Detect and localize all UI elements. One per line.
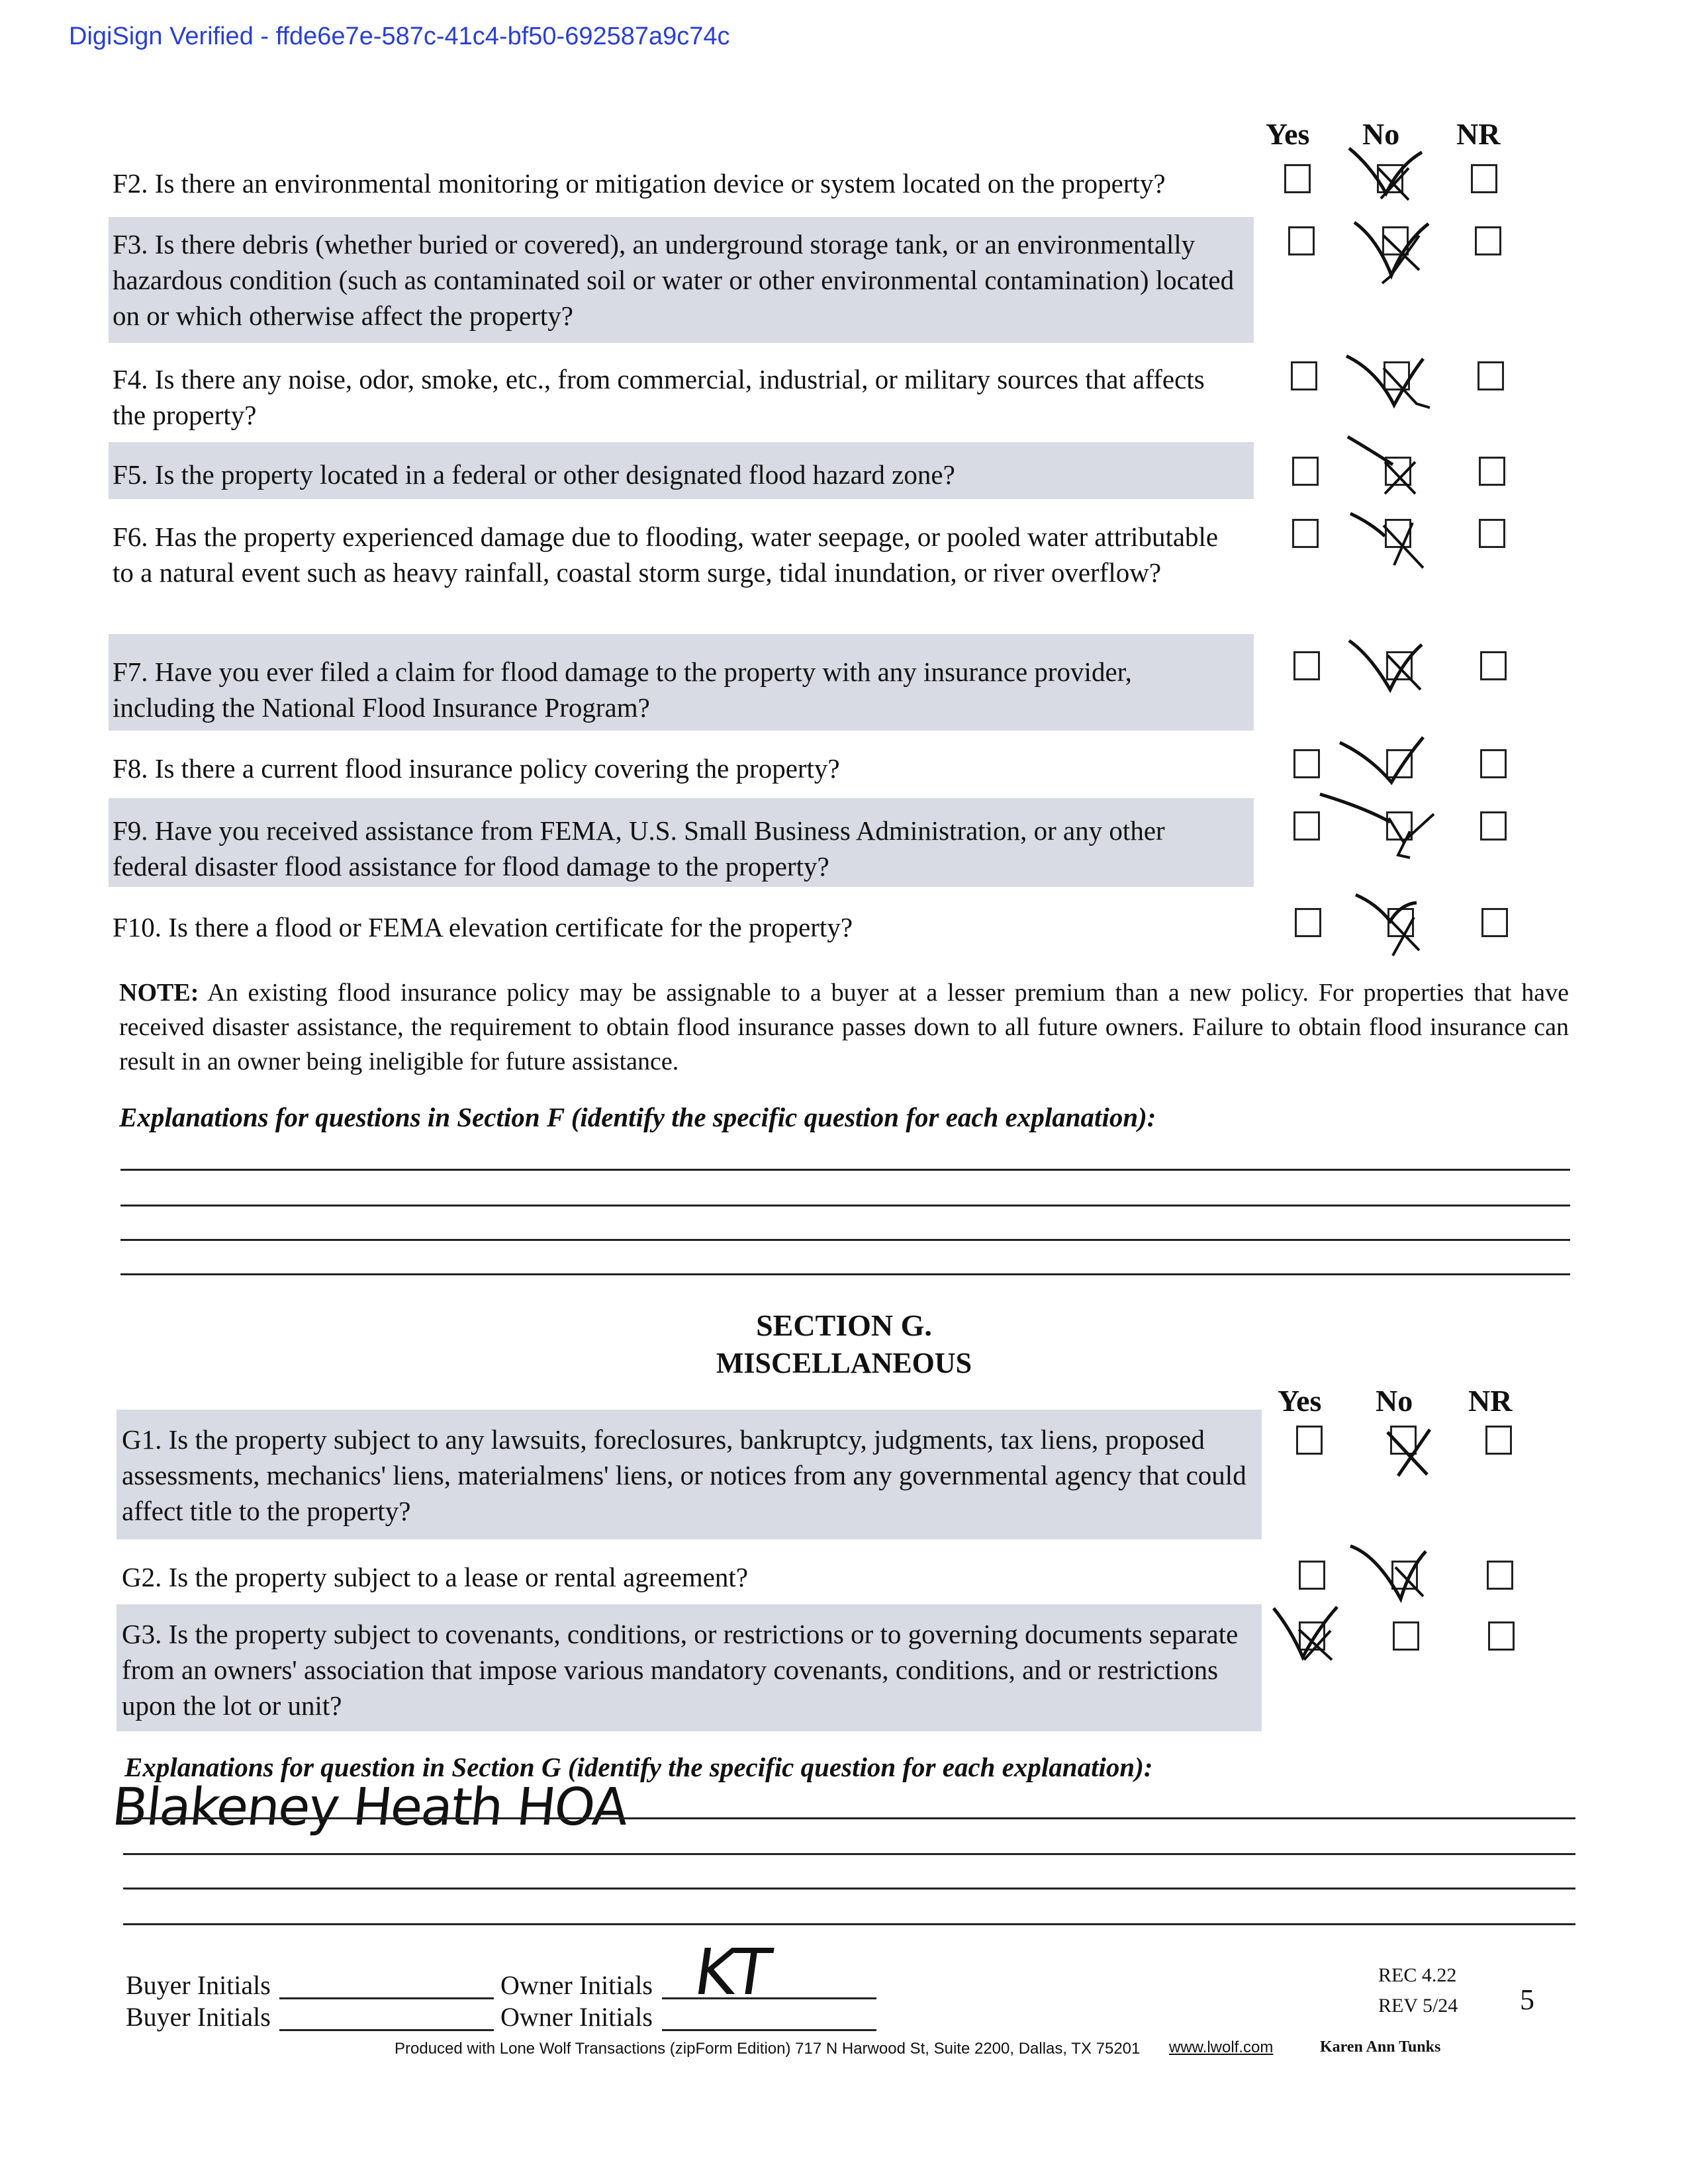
f2-no-checkbox[interactable] bbox=[1377, 164, 1403, 193]
g3-no-checkbox[interactable] bbox=[1393, 1621, 1419, 1651]
buyer-initials-label-1: Buyer Initials bbox=[126, 1970, 271, 2000]
note-text: An existing flood insurance policy may be assignable to a buyer at a lesser premium than a new policy. For properties that have received disaster assistance, the requirement to obtain flood insurance passes down to all future owners. Failure to obtain flood insurance can result in an owner being ineligible for future assistance. bbox=[119, 979, 1570, 1075]
f8-no-checkbox[interactable] bbox=[1386, 749, 1413, 778]
question-f4: F4. Is there any noise, odor, smoke, etc., from commercial, industrial, or military sources that affects the property? bbox=[113, 364, 1205, 430]
f-explanation-line-3[interactable] bbox=[120, 1239, 1570, 1241]
f-explanation-line-2[interactable] bbox=[120, 1205, 1570, 1206]
f10-nr-checkbox[interactable] bbox=[1481, 908, 1508, 937]
f9-nr-checkbox[interactable] bbox=[1480, 811, 1507, 841]
g3-yes-checkbox[interactable] bbox=[1299, 1621, 1325, 1651]
g-column-nr-header: NR bbox=[1468, 1384, 1513, 1418]
form-rec-code: REC 4.22 bbox=[1378, 1964, 1457, 1986]
question-g2: G2. Is the property subject to a lease or rental agreement? bbox=[122, 1562, 749, 1592]
agent-name: Karen Ann Tunks bbox=[1320, 2038, 1441, 2056]
owner-initials-field-2[interactable] bbox=[662, 2029, 876, 2031]
question-g1: G1. Is the property subject to any lawsuits, foreclosures, bankruptcy, judgments, tax liens, proposed assessments, mechanics' liens, materialmens' liens, or notices from any governmental agency that could affect title to the property? bbox=[122, 1424, 1246, 1526]
f7-no-checkbox[interactable] bbox=[1386, 651, 1413, 680]
handwritten-explanation: Blakeney Heath HOA bbox=[109, 1778, 630, 1837]
form-rev-code: REV 5/24 bbox=[1378, 1995, 1458, 2017]
section-f-explanation-label: Explanations for questions in Section F (identify the specific question for each explanation): bbox=[119, 1102, 1156, 1132]
owner-initials-label-1: Owner Initials bbox=[500, 1970, 653, 2000]
f10-yes-checkbox[interactable] bbox=[1295, 908, 1321, 937]
note-label: NOTE: bbox=[119, 979, 199, 1007]
f3-nr-checkbox[interactable] bbox=[1475, 226, 1501, 255]
produced-with-line: Produced with Lone Wolf Transactions (zipForm Edition) 717 N Harwood St, Suite 2200, Dallas, TX 75201 bbox=[395, 2040, 1141, 2058]
f7-yes-checkbox[interactable] bbox=[1293, 651, 1320, 680]
f5-nr-checkbox[interactable] bbox=[1479, 457, 1505, 486]
column-nr-header: NR bbox=[1456, 117, 1501, 151]
question-f10: F10. Is there a flood or FEMA elevation certificate for the property? bbox=[113, 912, 853, 942]
g3-nr-checkbox[interactable] bbox=[1488, 1621, 1515, 1651]
buyer-initials-field-1[interactable] bbox=[279, 1997, 494, 1999]
f10-no-checkbox[interactable] bbox=[1387, 908, 1414, 937]
question-f8: F8. Is there a current flood insurance policy covering the property? bbox=[113, 753, 840, 784]
column-yes-header: Yes bbox=[1266, 117, 1310, 151]
page-number: 5 bbox=[1520, 1983, 1534, 2016]
f6-no-checkbox[interactable] bbox=[1385, 519, 1411, 548]
question-f9: F9. Have you received assistance from FEMA, U.S. Small Business Administration, or any other federal disaster flood assistance for flood damage to the property? bbox=[113, 815, 1165, 882]
f2-nr-checkbox[interactable] bbox=[1471, 164, 1497, 193]
buyer-initials-field-2[interactable] bbox=[279, 2029, 494, 2031]
g1-nr-checkbox[interactable] bbox=[1485, 1426, 1512, 1455]
question-f3: F3. Is there debris (whether buried or covered), an underground storage tank, or an environmentally hazardous condition (such as contaminated soil or water or other environmental contamination) located on or which otherwise affect the property? bbox=[113, 229, 1235, 331]
section-g-title: SECTION G. bbox=[756, 1308, 932, 1342]
section-g-explanation-label: Explanations for question in Section G (identify the specific question for each explanation): bbox=[124, 1752, 1153, 1782]
g-column-no-header: No bbox=[1376, 1384, 1413, 1418]
f4-yes-checkbox[interactable] bbox=[1291, 361, 1317, 390]
buyer-initials-label-2: Buyer Initials bbox=[126, 2002, 271, 2032]
f-explanation-line-4[interactable] bbox=[120, 1273, 1570, 1275]
owner-initials-label-2: Owner Initials bbox=[500, 2002, 653, 2032]
question-g3: G3. Is the property subject to covenants, conditions, or restrictions or to governing documents separate from an owners' association that impose various mandatory covenants, conditions, and or restrictions upon the lot or unit? bbox=[122, 1619, 1239, 1721]
flood-note bbox=[119, 976, 1569, 1079]
digisign-watermark: DigiSign Verified - ffde6e7e-587c-41c4-bf50-692587a9c74c bbox=[69, 23, 730, 50]
g-explanation-line-4[interactable] bbox=[123, 1923, 1575, 1925]
f3-no-checkbox[interactable] bbox=[1382, 226, 1409, 255]
f3-yes-checkbox[interactable] bbox=[1288, 226, 1315, 255]
f2-yes-checkbox[interactable] bbox=[1284, 164, 1311, 193]
f-explanation-line-1[interactable] bbox=[120, 1169, 1570, 1171]
g-explanation-line-2[interactable] bbox=[123, 1853, 1575, 1855]
f9-no-checkmark bbox=[1311, 781, 1450, 867]
f8-nr-checkbox[interactable] bbox=[1480, 749, 1507, 778]
f5-yes-checkbox[interactable] bbox=[1292, 457, 1319, 486]
lwolf-link[interactable]: www.lwolf.com bbox=[1169, 2038, 1274, 2056]
g-explanation-line-3[interactable] bbox=[123, 1888, 1575, 1889]
question-f7: F7. Have you ever filed a claim for flood damage to the property with any insurance provider, including the National Flood Insurance Program? bbox=[113, 657, 1132, 723]
g2-yes-checkbox[interactable] bbox=[1299, 1561, 1325, 1590]
f5-no-checkbox[interactable] bbox=[1385, 457, 1411, 486]
f7-nr-checkbox[interactable] bbox=[1480, 651, 1507, 680]
g1-no-checkbox[interactable] bbox=[1390, 1426, 1417, 1455]
f9-no-checkbox[interactable] bbox=[1386, 811, 1413, 841]
g2-no-checkbox[interactable] bbox=[1391, 1561, 1418, 1590]
f4-nr-checkbox[interactable] bbox=[1477, 361, 1504, 390]
g-explanation-line-1[interactable] bbox=[123, 1817, 1575, 1819]
g2-nr-checkbox[interactable] bbox=[1487, 1561, 1513, 1590]
section-g-subtitle: MISCELLANEOUS bbox=[716, 1347, 972, 1379]
g1-yes-checkbox[interactable] bbox=[1296, 1426, 1323, 1455]
question-f2: F2. Is there an environmental monitoring or mitigation device or system located on the property? bbox=[113, 168, 1166, 199]
g-column-yes-header: Yes bbox=[1278, 1384, 1322, 1418]
f4-no-checkbox[interactable] bbox=[1383, 361, 1410, 390]
f6-yes-checkbox[interactable] bbox=[1292, 519, 1319, 548]
question-f5: F5. Is the property located in a federal or other designated flood hazard zone? bbox=[113, 459, 955, 490]
f9-yes-checkbox[interactable] bbox=[1293, 811, 1320, 841]
f6-nr-checkbox[interactable] bbox=[1479, 519, 1505, 548]
f8-yes-checkbox[interactable] bbox=[1293, 749, 1320, 778]
column-no-header: No bbox=[1362, 117, 1400, 151]
question-f6: F6. Has the property experienced damage due to flooding, water seepage, or pooled water attributable to a natural event such as heavy rainfall, coastal storm surge, tidal inundation, or river overflow? bbox=[113, 522, 1219, 588]
owner-initials-handwritten: KT bbox=[690, 1935, 776, 2009]
